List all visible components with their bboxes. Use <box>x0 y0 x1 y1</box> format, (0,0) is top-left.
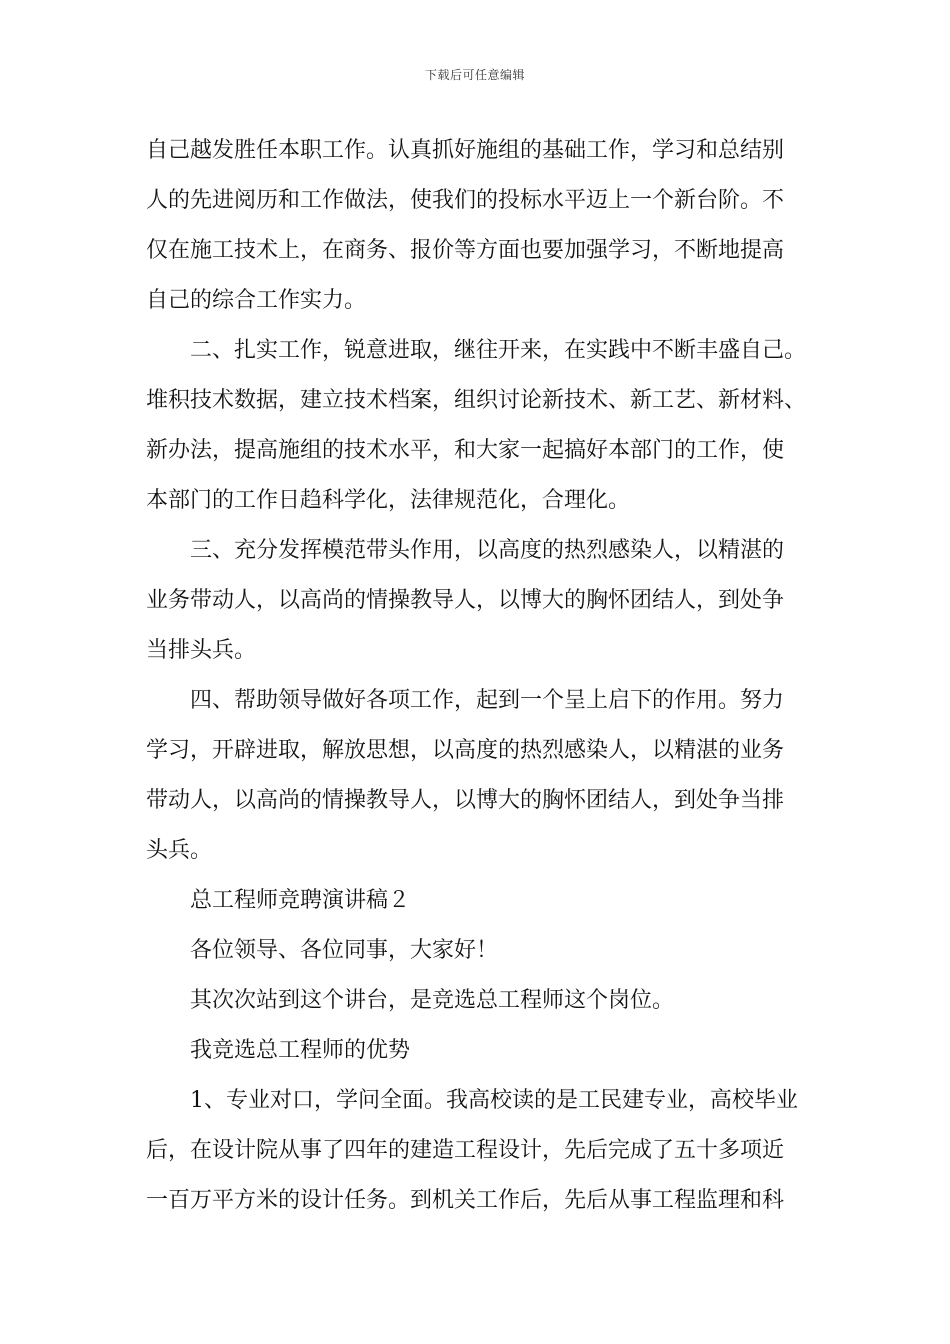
paragraph-line: 各位领导、各位同事，大家好！ <box>190 938 499 963</box>
paragraph-line: 学习，开辟进取，解放思想，以高度的热烈感染人，以精湛的业务 <box>146 738 785 763</box>
paragraph-line: 其次次站到这个讲台，是竞选总工程师这个岗位。 <box>190 988 675 1013</box>
paragraph <box>146 1076 812 1226</box>
paragraph-line: 业务带动人，以高尚的情操教导人，以博大的胸怀团结人，到处争 <box>146 588 785 613</box>
paragraph <box>146 326 812 526</box>
paragraph <box>146 926 812 976</box>
paragraph-line: 三、充分发挥模范带头作用，以高度的热烈感染人，以精湛的 <box>190 538 785 563</box>
paragraph-line: 仅在施工技术上，在商务、报价等方面也要加强学习，不断地提高 <box>146 238 785 263</box>
document-body <box>146 126 812 1226</box>
paragraph-line: 头兵。 <box>146 838 213 863</box>
paragraph-line: 四、帮助领导做好各项工作，起到一个呈上启下的作用。努力 <box>190 688 785 713</box>
paragraph-line: 1、专业对口，学问全面。我高校读的是工民建专业，高校毕业 <box>190 1088 798 1113</box>
paragraph-line: 本部门的工作日趋科学化，法律规范化，合理化。 <box>146 488 631 513</box>
paragraph-line: 一百万平方米的设计任务。到机关工作后，先后从事工程监理和科 <box>146 1188 785 1213</box>
paragraph-line: 二、扎实工作，锐意进取，继往开来，在实践中不断丰盛自己。 <box>190 338 807 363</box>
paragraph <box>146 676 812 876</box>
paragraph-line: 我竞选总工程师的优势 <box>190 1038 411 1063</box>
paragraph-line: 人的先进阅历和工作做法，使我们的投标水平迈上一个新台阶。不 <box>146 188 785 213</box>
paragraph-line: 自己的综合工作实力。 <box>146 288 367 313</box>
paragraph <box>146 526 812 676</box>
paragraph <box>146 876 812 926</box>
paragraph-line: 新办法，提高施组的技术水平，和大家一起搞好本部门的工作，使 <box>146 438 785 463</box>
paragraph-line: 当排头兵。 <box>146 638 257 663</box>
paragraph-line: 自己越发胜任本职工作。认真抓好施组的基础工作，学习和总结别 <box>146 138 785 163</box>
paragraph-line: 堆积技术数据，建立技术档案，组织讨论新技术、新工艺、新材料、 <box>146 388 807 413</box>
paragraph-line: 带动人，以高尚的情操教导人，以博大的胸怀团结人，到处争当排 <box>146 788 785 813</box>
paragraph-line: 总工程师竞聘演讲稿２ <box>190 888 411 913</box>
paragraph <box>146 1026 812 1076</box>
paragraph-line: 后，在设计院从事了四年的建造工程设计，先后完成了五十多项近 <box>146 1138 785 1163</box>
paragraph <box>146 126 812 326</box>
paragraph <box>146 976 812 1026</box>
page-header: 下载后可任意编辑 <box>424 68 525 82</box>
